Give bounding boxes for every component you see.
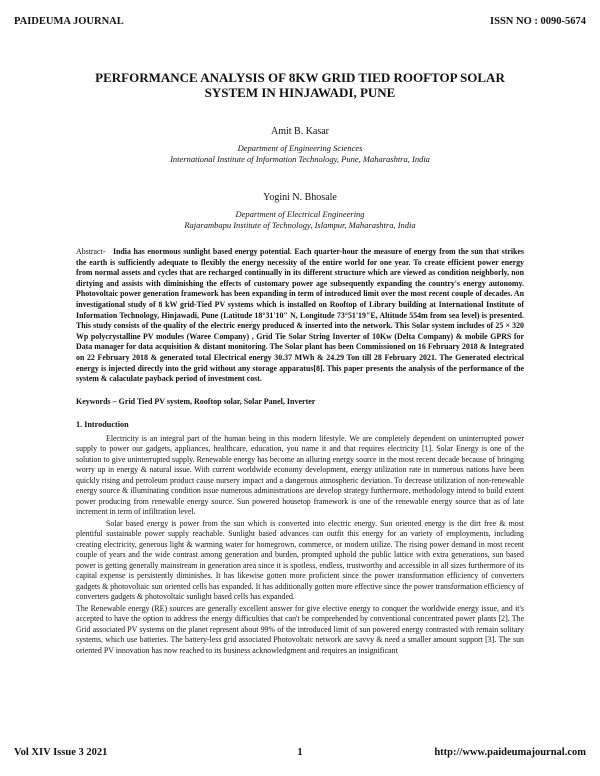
volume-issue: Vol XIV Issue 3 2021 [14,747,108,758]
abstract-text: India has enormous sunlight based energy potential. Each quarter-hour the measure of energy from the sun that strikes the earth is sufficiently adequate to flexibly the energy necessity of the entire world for one year. To create efficient power energy from normal assets and cycles that are recharged continually in its different structure which are viewed as condition neighborly, non dirtying and assists with diminishing the effects of customary power age subsequently expanding the country's energy autonomy. Photovoltaic power generation framework has been expanding in term of introduced limit over the most recent couple of decades. An investigational study of 8 kW grid-Tied PV systems which is installed on Rooftop of Library building at International Institute of Information Technology, Hinjawadi, Pune (Latitude 18°31'10" N, Longitude 73°51'19"E, Altitude 554m from sea level) is presented. This study consists of the quality of the electric energy produced & inserted into the network. This Solar system includes of 25 × 320 Wp polycrystalline PV modules (Waree Company) , Grid Tie Solar String Inverter of 10Kw (Delta Company) & mobile GPRS for Data manager for data acquisition & distant monitoring. The Solar plant has been Commissioned on 16 February 2018 & Integrated on 22 February 2018 & generated total Electrical energy 30.37 MWh & 24.29 Ton till 28 February 2021. The Generated electrical energy is injected directly into the grid without any storage apparatus[8]. This paper presents the analysis of the performance of the system & calaculate payback period of investment cost. [76,247,525,384]
issn-number: ISSN NO : 0090-5674 [490,16,586,27]
keywords-text: Grid Tied PV system, Rooftop solar, Solar Panel, Inverter [118,396,316,406]
paper-title: PERFORMANCE ANALYSIS OF 8KW GRID TIED ROOFTOP SOLAR SYSTEM IN HINJAWADI, PUNE [95,70,505,100]
author-affiliation [76,209,524,231]
journal-url: http://www.paideumajournal.com [434,747,586,758]
author-department: Department of Electrical Engineering [235,209,365,219]
author-department: Department of Engineering Sciences [237,143,363,153]
journal-name: PAIDEUMA JOURNAL [14,16,124,27]
keywords [76,397,524,406]
author-institution: Rajarambapu Institute of Technology, Islampur, Maharashtra, India [184,220,416,230]
running-header [14,16,586,27]
article-body [76,70,524,656]
abstract [76,247,524,385]
body-paragraph: The Renewable energy (RE) sources are generally excellent answer for give elective energy to conquer the worldwide energy issue, and it's accepted to have the option to address the energy difficulties that can't be comprehended by conventional concentrated power plants [2]. The Grid associated PV systems on the planet represent about 99% of the introduced limit of sun powered energy contrasted with remain solitary systems, which use batteries. The battery-less grid associated Photovoltaic network are savvy & need a smaller amount support [3]. The sun oriented PV innovation has now reached to its business acknowledgment and requires an insignificant [76,603,524,655]
section-heading: 1. Introduction [76,419,129,429]
abstract-label: Abstract- [76,247,106,256]
author-affiliation [76,143,524,165]
body-paragraph: Solar based energy is power from the sun which is converted into electric energy. Sun oriented energy is the dirt free & most plentiful sustainable power supply reachable. Sunlight based advances can outfit this energy for an variety of employments, including creating electricity, generous light & warming water for homegrown, commerce, or modern utilize. The rising power demand in most recent couple of years and the wide contrast among generation and burden, prompted uphold the public lattice with extra generations, sun based power is getting generally mainstream in generation area since it is spotless, endless, trustworthy and accessible in all sizes furthermore of its capital expense is persistently diminishes. It has likewise gotten more proficient since the power transformation efficiency of converters gadgets & photovoltaic sun oriented cells has expanded. It has additionally gotten more effective since the power transformation efficiency of converters gadgets & photovoltaic sunlight based cells has expanded. [76,518,524,602]
body-paragraph: Electricity is an integral part of the human being in this modern lifestyle. We are completely dependent on uninterrupted power supply to power our gadgets, appliances, healthcare, education, you name it and that requires electricity [1]. Solar Energy is one of the solution to give uninterrupted supply. Renewable energy has become an alluring energy source in the most recent decade because of bringing worry up in energy & natural issue. With current worldwide economy development, energy utilization rate in numerous nations have been quickly rising and petroleum product cause nursery impact and a dangerous atmospheric deviation. To decrease utilization of non-renewable energy source & illuminating condition issue numerous administrations are develop strategy furthermore, methodology intend to build extent power producing from renewable energy source. Sun powered housetop framework is one of the renewable energy source that as of late increment in term of infiltration level. [76,433,524,517]
keywords-separator: – [110,396,119,406]
author-name: Amit B. Kasar [270,126,330,137]
page-number: 1 [297,747,303,758]
running-footer [14,747,586,758]
keywords-label: Keywords [76,396,111,406]
author-name: Yogini N. Bhosale [263,192,337,203]
author-institution: International Institute of Information Technology, Pune, Maharashtra, India [170,154,430,164]
